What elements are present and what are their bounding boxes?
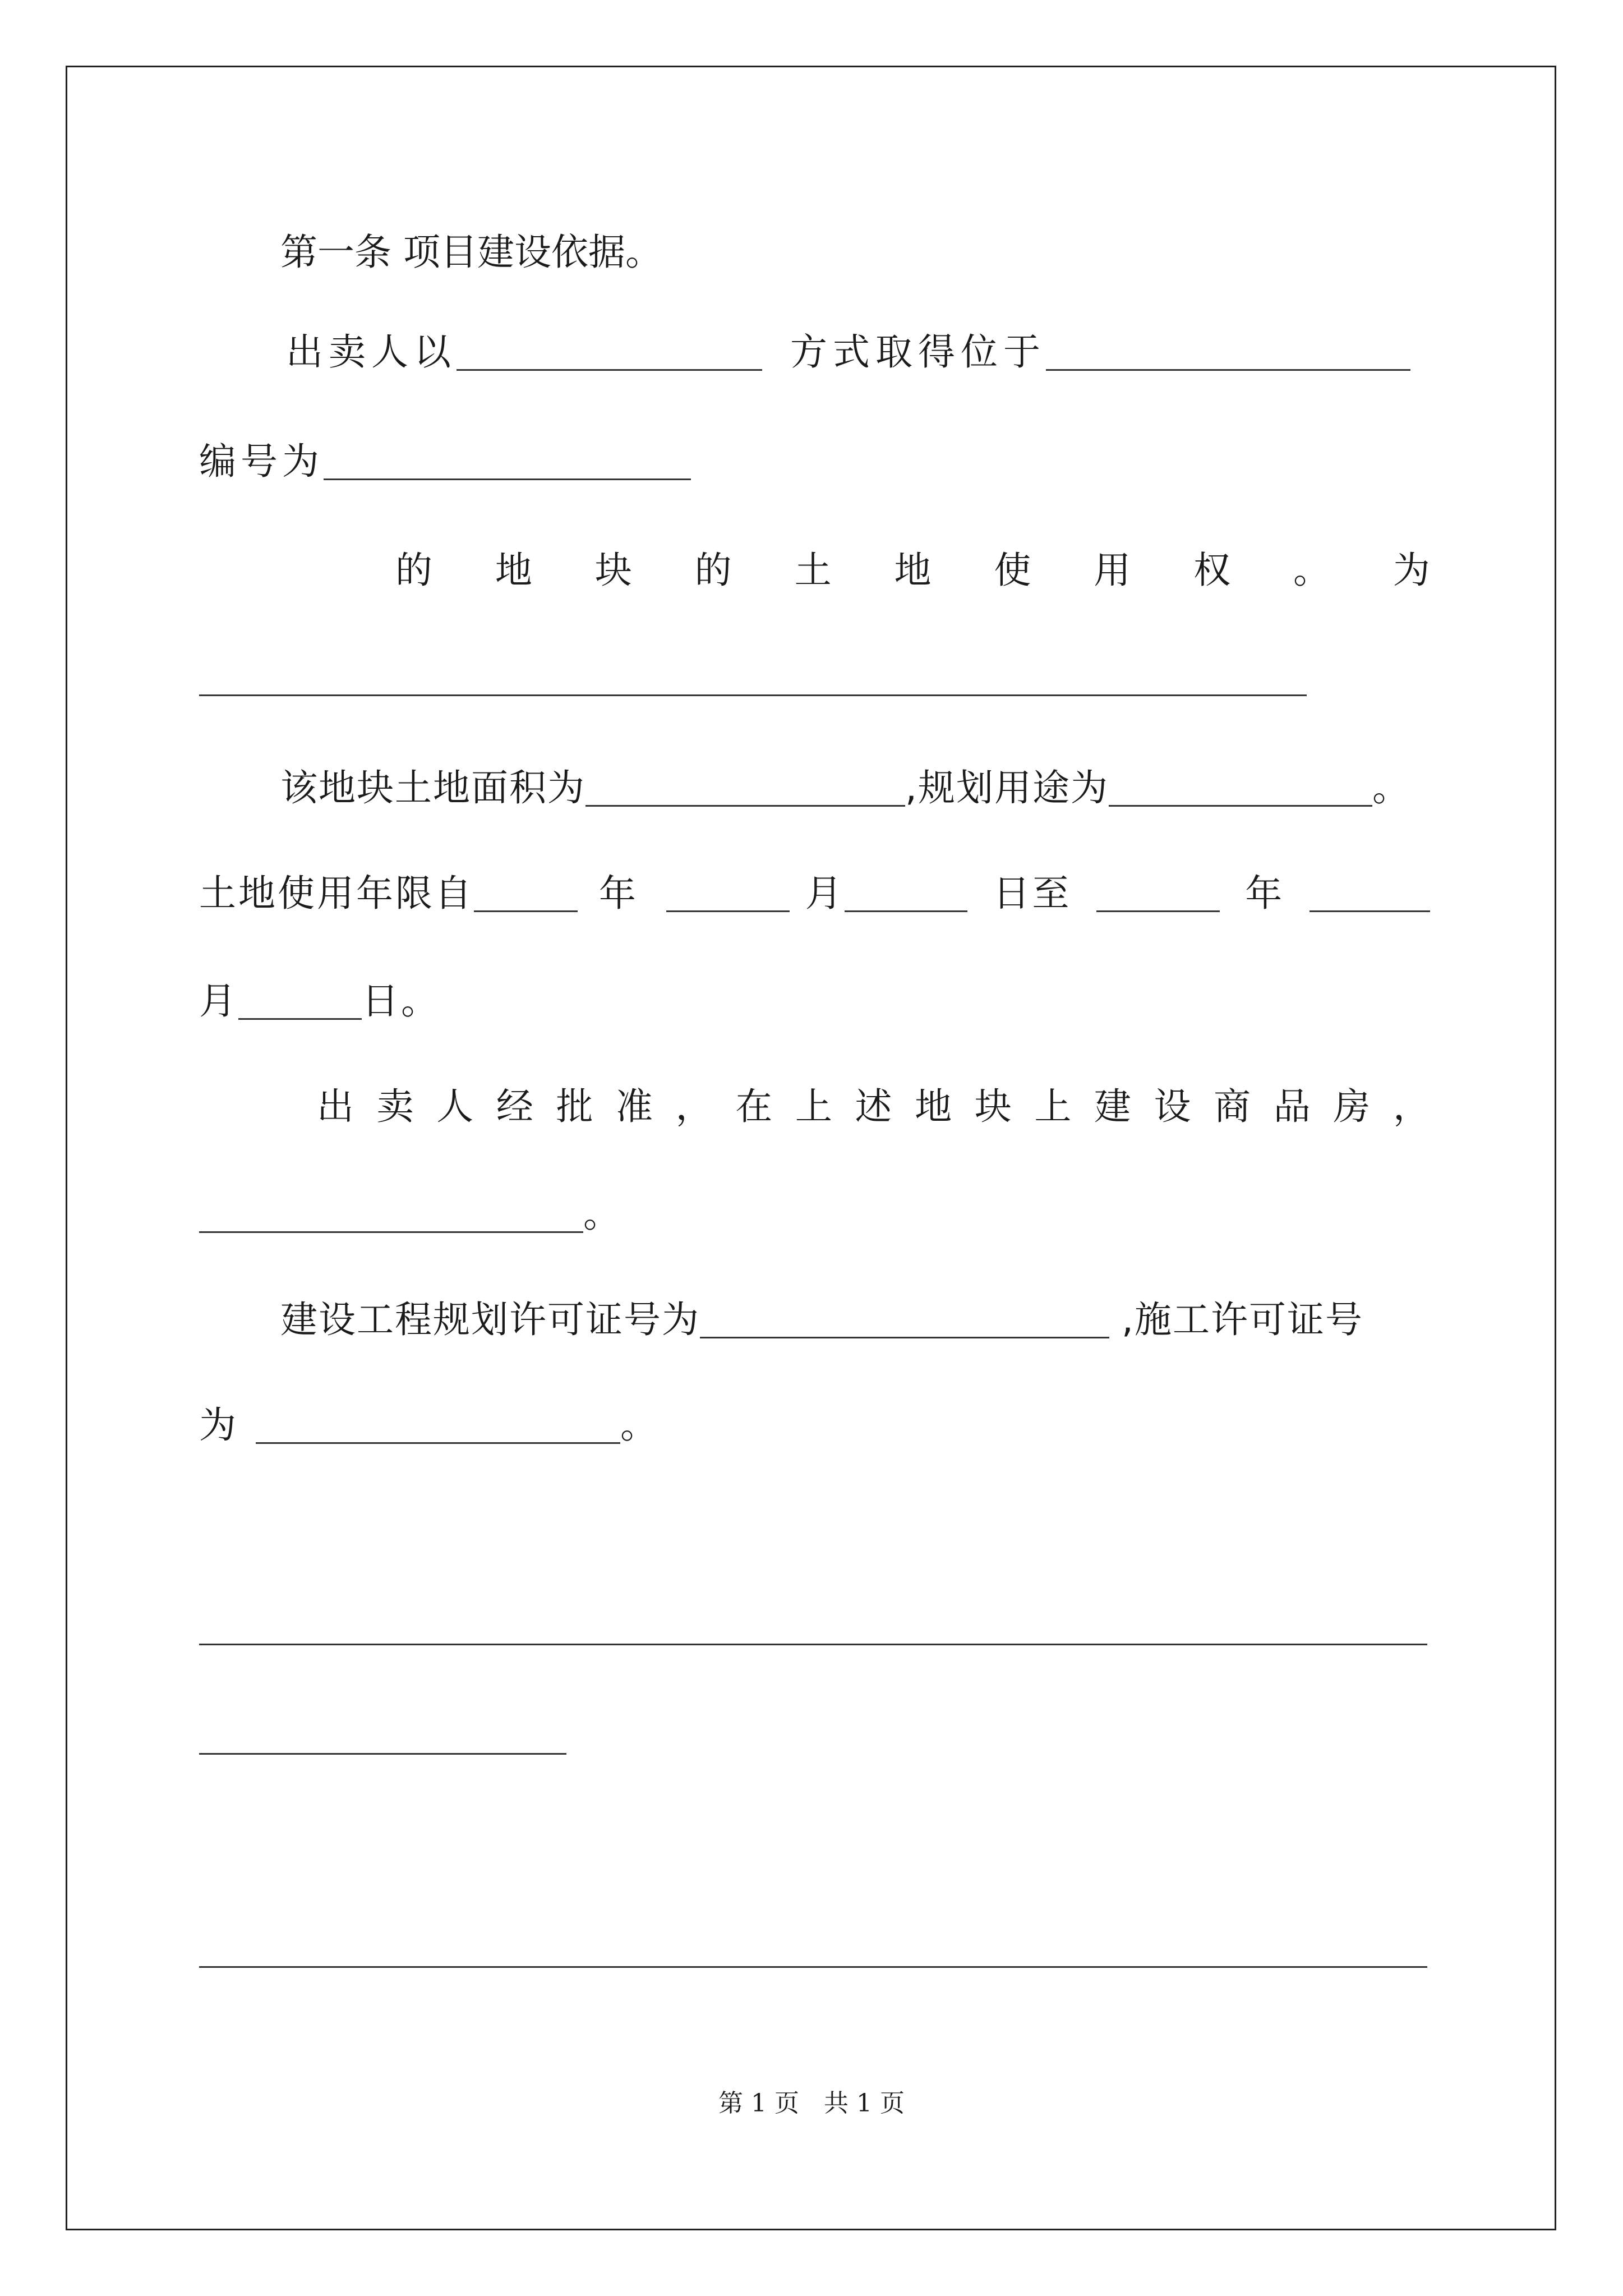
month-label-2: 月 (199, 979, 238, 1023)
year-label-2: 年 (1245, 872, 1285, 915)
extra-rule-line-1[interactable] (199, 1644, 1427, 1645)
construction-permit-line (199, 1400, 1427, 1451)
approval-line (317, 1082, 1430, 1132)
area-line (280, 763, 1430, 813)
land-use-right-char: 使 (994, 549, 1031, 592)
land-use-right-char: 的 (694, 549, 732, 592)
article-heading-line (280, 227, 1509, 278)
approval-char: 述 (855, 1085, 892, 1128)
approval-char: 房 (1333, 1085, 1371, 1128)
construction-permit-label: ,施工许可证号 (1122, 1298, 1363, 1341)
approval-char: 在 (735, 1085, 773, 1128)
approval-char: 人 (436, 1085, 474, 1128)
land-use-right-char: 土 (794, 549, 832, 592)
page-number: 第 1 页 共 1 页 (718, 2089, 905, 2118)
approval-char: ， (675, 1085, 713, 1128)
construction-permit-is: 为 (199, 1404, 236, 1447)
land-use-right-char: 权 (1193, 549, 1231, 592)
land-use-right-char: 。 (1293, 549, 1331, 592)
approval-char: 商 (1214, 1085, 1251, 1128)
start-year-blank[interactable] (474, 876, 578, 912)
approval-char: 上 (795, 1085, 832, 1128)
area-period: 。 (1372, 766, 1410, 809)
method-at-label: 方式取得位于 (790, 330, 1046, 374)
approval-period: 。 (583, 1193, 620, 1236)
approval-char: 上 (1034, 1085, 1072, 1128)
term-from-label: 土地使用年限自 (199, 872, 474, 915)
plan-permit-number-blank[interactable] (700, 1302, 1109, 1338)
seller-by-label: 出卖人以 (286, 330, 457, 374)
area-is-label: 该地块土地面积为 (280, 766, 585, 809)
approval-char: 品 (1273, 1085, 1311, 1128)
acquisition-method-blank[interactable] (457, 334, 762, 371)
end-month-blank[interactable] (1310, 876, 1430, 912)
land-use-right-char: 地 (894, 549, 932, 592)
end-year-blank[interactable] (1096, 876, 1220, 912)
extra-rule-line-2[interactable] (199, 1753, 566, 1755)
end-day-blank[interactable] (238, 983, 362, 1020)
approval-char: 批 (556, 1085, 593, 1128)
plan-permit-label: 建设工程规划许可证号为 (280, 1298, 700, 1341)
planned-purpose-blank[interactable] (1109, 770, 1372, 807)
start-month-blank[interactable] (666, 876, 790, 912)
land-use-right-char: 的 (395, 549, 432, 592)
land-use-right-char: 块 (594, 549, 632, 592)
purpose-is-label: ,规划用途为 (905, 766, 1109, 809)
day-label-2: 日。 (362, 979, 440, 1023)
article-heading: 第一条 项目建设依据。 (280, 231, 662, 274)
number-is-label: 编号为 (199, 440, 324, 483)
approval-char: 设 (1154, 1085, 1191, 1128)
month-label-1: 月 (805, 872, 845, 915)
seller-line (286, 327, 1430, 378)
permit-line (280, 1295, 1430, 1345)
land-use-right-char: 为 (1393, 549, 1430, 592)
purpose-rule-line[interactable] (199, 694, 1307, 696)
housing-name-blank[interactable] (199, 1197, 583, 1233)
term-line (199, 868, 1430, 919)
land-area-blank[interactable] (585, 770, 905, 807)
term-end-line (199, 976, 1427, 1027)
year-label-1: 年 (598, 872, 638, 915)
page-frame (66, 66, 1556, 2230)
land-use-right-char: 用 (1094, 549, 1131, 592)
construction-permit-number-blank[interactable] (256, 1407, 620, 1444)
approval-char: 地 (915, 1085, 952, 1128)
parcel-number-blank[interactable] (324, 444, 691, 480)
land-use-right-char: 地 (495, 549, 532, 592)
location-blank[interactable] (1046, 334, 1410, 371)
day-to-label: 日至 (993, 872, 1072, 915)
approval-blank-line (199, 1189, 1427, 1240)
approval-char: 建 (1094, 1085, 1131, 1128)
approval-char: 卖 (376, 1085, 414, 1128)
construction-permit-period: 。 (620, 1404, 657, 1447)
extra-rule-line-3[interactable] (199, 1966, 1427, 1968)
approval-char: 经 (496, 1085, 533, 1128)
approval-char: 准 (616, 1085, 653, 1128)
approval-char: 块 (974, 1085, 1012, 1128)
start-day-blank[interactable] (845, 876, 968, 912)
approval-char: 出 (317, 1085, 354, 1128)
approval-char: ， (1393, 1085, 1430, 1128)
land-use-right-line (395, 545, 1430, 596)
number-line (199, 436, 1427, 487)
